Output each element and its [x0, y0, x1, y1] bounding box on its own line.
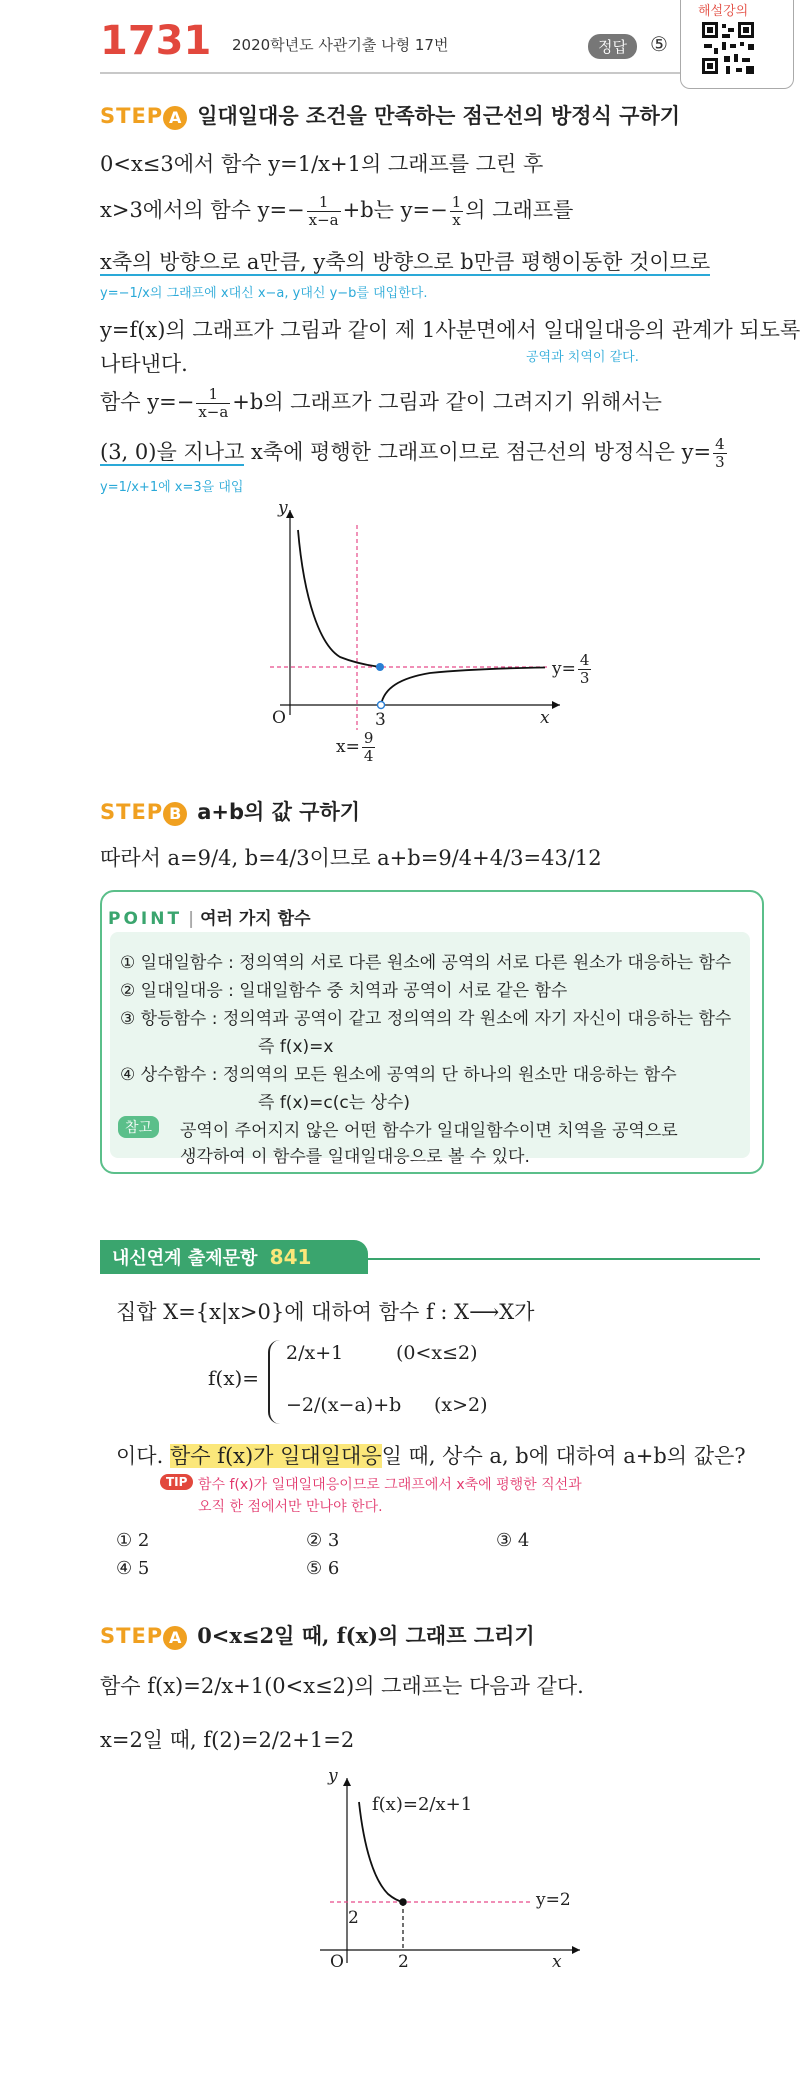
stepA-l2-frac2-num: 1 — [451, 193, 462, 211]
stepA-l6b: +b의 그래프가 그림과 같이 그려지기 위해서는 — [232, 390, 662, 414]
related-case2-cond: (x>2) — [434, 1394, 488, 1416]
graph2-line-label: y=2 — [536, 1890, 571, 1910]
graph2-y-label: y — [328, 1766, 338, 1786]
stepA-line5: 나타낸다. — [100, 352, 188, 376]
graph1-xa-text: x= — [336, 737, 360, 757]
related-q1: 집합 X={x|x>0}에 대하여 함수 f : X⟶X가 — [116, 1300, 535, 1324]
graph1-y-label: y — [278, 498, 288, 518]
stepA-l2-frac2-den: x — [452, 211, 461, 229]
graph1-open-point — [378, 702, 385, 709]
stepB-label: STEP — [100, 800, 164, 824]
qr-code-icon[interactable] — [700, 20, 756, 80]
stepA-line7 — [100, 436, 729, 471]
graph2-x-label: x — [552, 1952, 562, 1972]
graph1-asym-text: y= — [552, 659, 576, 679]
related-q2-highlight: 함수 f(x)가 일대일대응 — [169, 1444, 382, 1468]
related-tip-1: 함수 f(x)가 일대일대응이므로 그래프에서 x축에 평행한 직선과 — [198, 1477, 582, 1493]
stepA-l2c: 의 그래프를 — [465, 198, 574, 222]
stepA-line3 — [100, 246, 710, 276]
stepA-l7-frac-num: 4 — [715, 435, 725, 453]
option-5[interactable]: ⑤ 6 — [306, 1558, 340, 1579]
stepA-l6a: 함수 y=− — [100, 390, 195, 414]
stepB-badge: B — [163, 802, 187, 826]
stepA-l6-frac-num: 1 — [196, 386, 230, 404]
graph1-tick-3: 3 — [375, 710, 386, 730]
stepA-l7-frac-den: 3 — [715, 453, 725, 471]
stepA-note3: y=1/x+1에 x=3을 대입 — [100, 480, 244, 495]
graph1-curve-right — [381, 668, 545, 706]
related-case2: −2/(x−a)+b — [286, 1394, 402, 1416]
stepA-l7a: (3, 0)을 지나고 — [100, 440, 245, 464]
graph2-origin: O — [330, 1952, 344, 1972]
related-case1: 2/x+1 — [286, 1342, 344, 1364]
point-note-tag: 참고 — [118, 1116, 159, 1138]
related-banner — [100, 1240, 368, 1274]
point-item-4b: 즉 f(x)=c(c는 상수) — [258, 1093, 411, 1113]
related-q2a: 이다. — [116, 1444, 170, 1468]
stepA-l7b: x축에 평행한 그래프이므로 점근선의 방정식은 y= — [244, 440, 712, 464]
stepA-l2a: x>3에서의 함수 y=− — [100, 198, 305, 222]
graph1-x-arrow — [552, 701, 560, 709]
stepA2-line1: 함수 f(x)=2/x+1(0<x≤2)의 그래프는 다음과 같다. — [100, 1674, 584, 1698]
stepA-line2 — [100, 194, 573, 229]
point-item-1: ① 일대일함수 : 정의역의 서로 다른 원소에 공역의 서로 다른 원소가 대응하는 함수 — [120, 953, 732, 973]
point-item-4: ④ 상수함수 : 정의역의 모든 원소에 공역의 단 하나의 원소만 대응하는 함수 — [120, 1065, 677, 1085]
graph1 — [260, 500, 600, 770]
point-title: POINT | 여러 가지 함수 — [108, 909, 311, 929]
option-1[interactable]: ① 2 — [116, 1530, 150, 1551]
stepA-l6-frac-den: x−a — [198, 403, 229, 421]
stepA2-badge: A — [163, 1626, 187, 1650]
stepA-title: 일대일대응 조건을 만족하는 점근선의 방정식 구하기 — [197, 104, 681, 128]
option-2[interactable]: ② 3 — [306, 1530, 340, 1551]
related-case1-cond: (0<x≤2) — [396, 1342, 478, 1364]
graph1-closed-point — [376, 663, 384, 671]
stepA-heading — [100, 100, 680, 130]
graph1-xa-num: 9 — [363, 729, 374, 747]
stepA-l2-frac-num: 1 — [307, 194, 341, 212]
stepA-note2: 공역과 치역이 같다. — [526, 350, 639, 365]
option-3[interactable]: ③ 4 — [496, 1530, 530, 1551]
graph2-curve-label: f(x)=2/x+1 — [372, 1794, 473, 1815]
stepA-line6 — [100, 386, 662, 421]
stepA-label: STEP — [100, 104, 164, 128]
related-tip-2: 오직 한 점에서만 만나야 한다. — [198, 1499, 383, 1515]
graph2-tick-x: 2 — [398, 1952, 409, 1972]
graph1-origin: O — [272, 708, 286, 728]
stepA2-line2: x=2일 때, f(2)=2/2+1=2 — [100, 1728, 355, 1752]
point-note-2: 생각하여 이 함수를 일대일대응으로 볼 수 있다. — [180, 1147, 530, 1167]
point-title-text: 여러 가지 함수 — [200, 909, 311, 929]
graph2-y-arrow — [343, 1778, 351, 1786]
point-item-3: ③ 항등함수 : 정의역과 공역이 같고 정의역의 각 원소에 자기 자신이 대응하는 함수 — [120, 1009, 732, 1029]
stepB-heading — [100, 796, 360, 826]
graph1-asym-num: 4 — [579, 651, 590, 669]
graph2-curve — [359, 1802, 403, 1902]
graph2-x-arrow — [572, 1946, 580, 1954]
stepA-line1: 0<x≤3에서 함수 y=1/x+1의 그래프를 그린 후 — [100, 152, 544, 176]
point-title-tag: POINT — [108, 909, 183, 929]
qr-label: 해설강의 — [698, 4, 749, 19]
graph1-asym-label — [552, 652, 593, 687]
option-4[interactable]: ④ 5 — [116, 1558, 150, 1579]
related-banner-text: 내신연계 출제문항 — [112, 1248, 258, 1269]
related-fx: f(x)= — [208, 1366, 260, 1390]
graph1-curve-left — [298, 530, 380, 667]
related-q2b: 일 때, 상수 a, b에 대하여 a+b의 값은? — [381, 1444, 746, 1468]
graph2-tick-y: 2 — [348, 1908, 359, 1928]
stepA2-heading — [100, 1620, 535, 1650]
stepA-badge: A — [163, 106, 187, 130]
problem-source: 2020학년도 사관기출 나형 17번 — [232, 36, 449, 54]
stepA-l2b: +b는 y=− — [342, 198, 448, 222]
problem-number: 1731 — [100, 18, 212, 64]
graph1-xa-label — [336, 730, 377, 765]
related-number: 841 — [269, 1245, 312, 1269]
stepA-line4: y=f(x)의 그래프가 그림과 같이 제 1사분면에서 일대일대응의 관계가 되도록 — [100, 318, 800, 342]
stepA-note1: y=−1/x의 그래프에 x대신 x−a, y대신 y−b를 대입한다. — [100, 286, 428, 301]
graph1-xa-den: 4 — [363, 747, 374, 765]
stepB-line: 따라서 a=9/4, b=4/3이므로 a+b=9/4+4/3=43/12 — [100, 846, 602, 870]
related-brace — [268, 1340, 280, 1424]
stepA2-title: 0<x≤2일 때, f(x)의 그래프 그리기 — [197, 1623, 535, 1648]
stepB-title: a+b의 값 구하기 — [197, 800, 361, 824]
related-tip-tag: TIP — [160, 1474, 193, 1490]
answer-badge: 정답 — [588, 34, 637, 59]
graph2-point — [399, 1898, 407, 1906]
answer-value: ⑤ — [650, 32, 668, 56]
graph1-x-label: x — [540, 708, 550, 728]
stepA2-label: STEP — [100, 1624, 164, 1648]
point-item-2: ② 일대일대응 : 일대일함수 중 치역과 공역이 서로 같은 함수 — [120, 981, 568, 1001]
point-note-1: 공역이 주어지지 않은 어떤 함수가 일대일함수이면 치역을 공역으로 — [180, 1121, 678, 1141]
graph1-asym-den: 3 — [579, 669, 590, 687]
point-item-3b: 즉 f(x)=x — [258, 1037, 334, 1057]
stepA-line3-text: x축의 방향으로 a만큼, y축의 방향으로 b만큼 평행이동한 것이므로 — [100, 250, 711, 274]
stepA-l2-frac-den: x−a — [308, 211, 339, 229]
header-underline — [100, 72, 680, 74]
related-q2 — [116, 1440, 746, 1470]
